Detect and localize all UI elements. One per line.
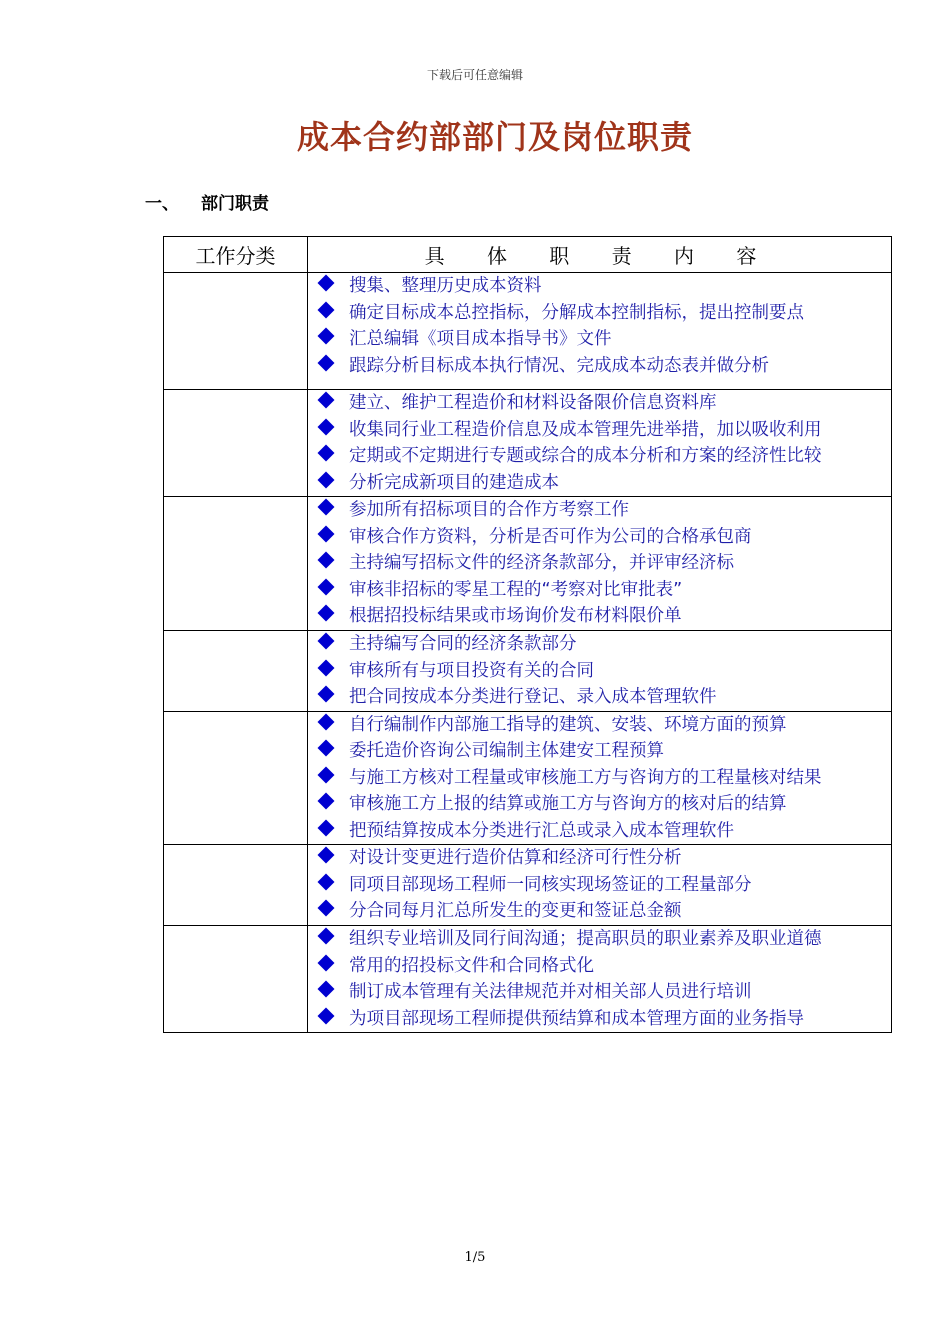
duty-text: 委托造价咨询公司编制主体建安工程预算 (349, 741, 664, 761)
duty-text: 根据招投标结果或市场询价发布材料限价单 (349, 606, 682, 626)
list-item (316, 443, 891, 470)
duty-text: 主持编写合同的经济条款部分 (349, 634, 577, 654)
list-item (316, 684, 891, 711)
diamond-bullet-icon (318, 847, 335, 864)
duties-cell (308, 711, 892, 845)
diamond-bullet-icon (318, 819, 335, 836)
list-item (316, 765, 891, 792)
diamond-bullet-icon (318, 445, 335, 462)
diamond-bullet-icon (318, 525, 335, 542)
diamond-bullet-icon (318, 954, 335, 971)
duty-text: 制订成本管理有关法律规范并对相关部人员进行培训 (349, 982, 752, 1002)
section-number: 一、 (145, 194, 179, 214)
duty-text: 参加所有招标项目的合作方考察工作 (349, 500, 629, 520)
duty-text: 分析完成新项目的建造成本 (349, 472, 559, 493)
table-row (164, 711, 892, 845)
diamond-bullet-icon (318, 740, 335, 757)
duties-cell (308, 273, 892, 390)
table-body (164, 273, 892, 1033)
diamond-bullet-icon (318, 713, 335, 730)
list-item (316, 603, 891, 630)
duty-text: 审核所有与项目投资有关的合同 (349, 660, 594, 681)
list-item (316, 712, 891, 739)
diamond-bullet-icon (318, 354, 335, 371)
duty-text: 建立、维护工程造价和材料设备限价信息资料库 (349, 393, 717, 413)
section-label: 部门职责 (201, 194, 269, 214)
list-item (316, 470, 891, 497)
list-item (316, 872, 891, 899)
responsibility-table (163, 236, 892, 1033)
diamond-bullet-icon (318, 275, 335, 292)
duty-text: 把预结算按成本分类进行汇总或录入成本管理软件 (349, 820, 734, 841)
diamond-bullet-icon (318, 552, 335, 569)
list-item (316, 417, 891, 444)
header-note: 下载后可任意编辑 (426, 68, 523, 82)
column-header-content: 具 体 职 责 内 容 (308, 237, 892, 273)
list-item (316, 577, 891, 604)
duty-list (308, 712, 891, 845)
diamond-bullet-icon (318, 418, 335, 435)
duty-text: 汇总编辑《项目成本指导书》文件 (349, 329, 612, 349)
diamond-bullet-icon (318, 328, 335, 345)
duty-list (308, 273, 891, 379)
diamond-bullet-icon (318, 659, 335, 676)
list-item (316, 1006, 891, 1033)
diamond-bullet-icon (318, 900, 335, 917)
list-item (316, 631, 891, 658)
list-item (316, 953, 891, 980)
document-title: 成本合约部部门及岗位职责 (296, 118, 693, 156)
duty-text: 审核非招标的零星工程的“考察对比审批表” (349, 579, 683, 600)
diamond-bullet-icon (318, 981, 335, 998)
list-item (316, 926, 891, 953)
duty-text: 与施工方核对工程量或审核施工方与咨询方的工程量核对结果 (349, 767, 822, 788)
list-item (316, 390, 891, 417)
duties-cell (308, 390, 892, 497)
section-heading (145, 189, 269, 214)
list-item (316, 791, 891, 818)
list-item (316, 524, 891, 551)
list-item (316, 353, 891, 380)
table-row (164, 273, 892, 390)
list-item (316, 326, 891, 353)
list-item (316, 738, 891, 765)
duty-text: 主持编写招标文件的经济条款部分，并评审经济标 (349, 553, 734, 573)
diamond-bullet-icon (318, 873, 335, 890)
column-header-category: 工作分类 (164, 237, 308, 273)
duty-text: 组织专业培训及同行间沟通；提高职员的职业素养及职业道德 (349, 929, 822, 949)
duty-text: 把合同按成本分类进行登记、录入成本管理软件 (349, 687, 717, 707)
duty-text: 确定目标成本总控指标，分解成本控制指标，提出控制要点 (349, 302, 804, 323)
duty-list (308, 631, 891, 711)
diamond-bullet-icon (318, 793, 335, 810)
category-cell (164, 631, 308, 712)
duty-list (308, 926, 891, 1032)
duty-text: 同项目部现场工程师一同核实现场签证的工程量部分 (349, 874, 752, 895)
category-cell (164, 711, 308, 845)
table-header-row (164, 237, 892, 273)
duty-text: 分合同每月汇总所发生的变更和签证总金额 (349, 901, 682, 921)
table-row (164, 845, 892, 926)
duty-text: 收集同行业工程造价信息及成本管理先进举措，加以吸收利用 (349, 419, 822, 440)
duties-cell (308, 631, 892, 712)
table-row (164, 390, 892, 497)
list-item (316, 818, 891, 845)
list-item (316, 845, 891, 872)
duties-cell (308, 497, 892, 631)
duties-cell (308, 845, 892, 926)
diamond-bullet-icon (318, 392, 335, 409)
diamond-bullet-icon (318, 578, 335, 595)
list-item (316, 658, 891, 685)
list-item (316, 979, 891, 1006)
diamond-bullet-icon (318, 766, 335, 783)
diamond-bullet-icon (318, 605, 335, 622)
category-cell (164, 390, 308, 497)
duty-text: 审核施工方上报的结算或施工方与咨询方的核对后的结算 (349, 794, 787, 814)
list-item (316, 497, 891, 524)
table-row (164, 926, 892, 1033)
diamond-bullet-icon (318, 471, 335, 488)
diamond-bullet-icon (318, 686, 335, 703)
duty-text: 定期或不定期进行专题或综合的成本分析和方案的经济性比较 (349, 446, 822, 466)
diamond-bullet-icon (318, 1007, 335, 1024)
category-cell (164, 926, 308, 1033)
diamond-bullet-icon (318, 499, 335, 516)
duty-text: 为项目部现场工程师提供预结算和成本管理方面的业务指导 (349, 1008, 804, 1029)
duty-list (308, 390, 891, 496)
duty-text: 常用的招投标文件和合同格式化 (349, 955, 594, 976)
diamond-bullet-icon (318, 633, 335, 650)
list-item (316, 273, 891, 300)
list-item (316, 550, 891, 577)
diamond-bullet-icon (318, 928, 335, 945)
table-row (164, 497, 892, 631)
category-cell (164, 273, 308, 390)
duty-list (308, 497, 891, 630)
category-cell (164, 845, 308, 926)
list-item (316, 300, 891, 327)
category-cell (164, 497, 308, 631)
duty-text: 审核合作方资料，分析是否可作为公司的合格承包商 (349, 526, 752, 547)
page-number: 1/5 (464, 1250, 486, 1265)
duties-cell (308, 926, 892, 1033)
list-item (316, 898, 891, 925)
diamond-bullet-icon (318, 301, 335, 318)
duty-text: 对设计变更进行造价估算和经济可行性分析 (349, 848, 682, 868)
duty-text: 跟踪分析目标成本执行情况、完成成本动态表并做分析 (349, 355, 769, 376)
table-row (164, 631, 892, 712)
duty-text: 搜集、整理历史成本资料 (349, 276, 542, 296)
duty-list (308, 845, 891, 925)
duty-text: 自行编制作内部施工指导的建筑、安装、环境方面的预算 (349, 714, 787, 735)
